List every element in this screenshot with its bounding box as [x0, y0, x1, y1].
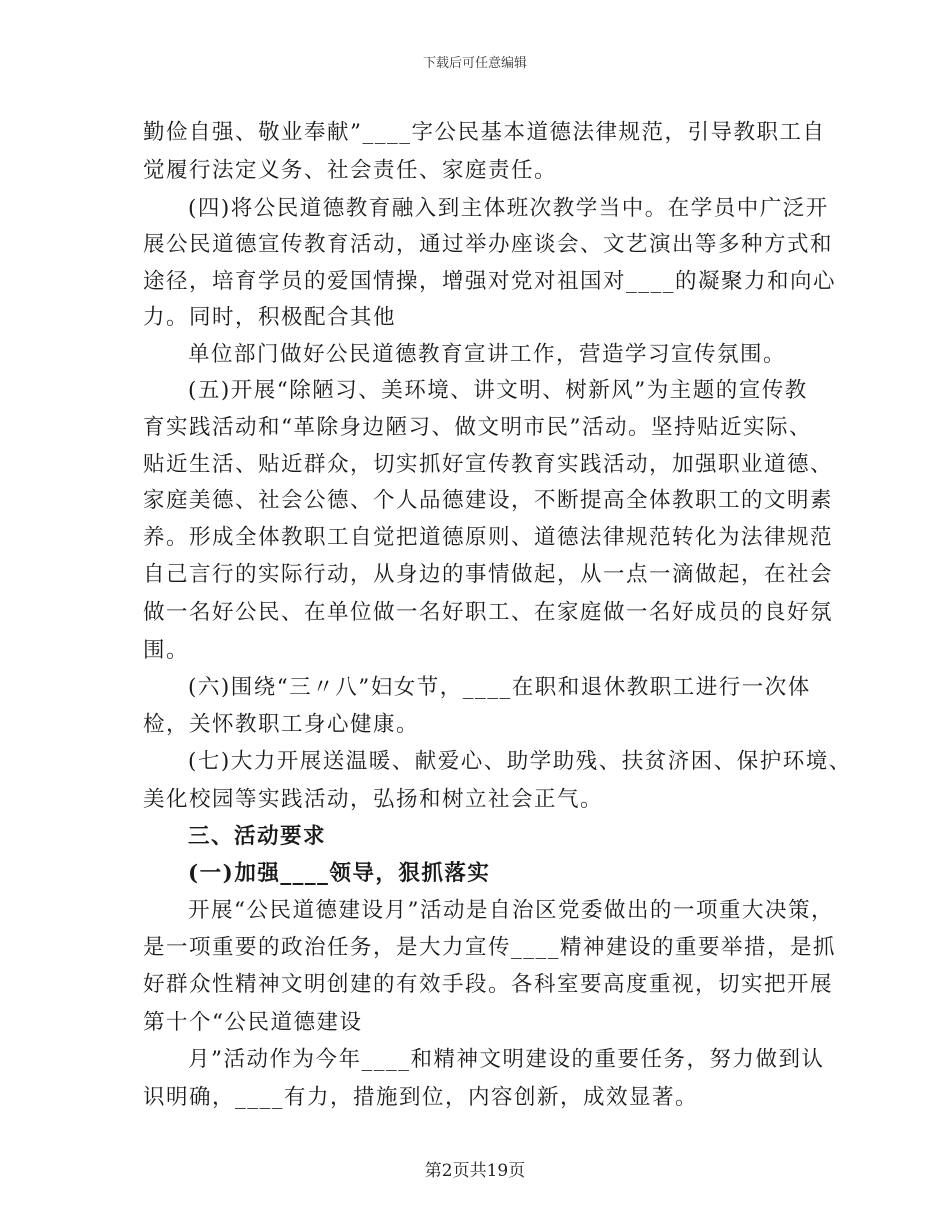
paragraph-line: 育实践活动和“革除身边陋习、做文明市民”活动。坚持贴近实际、 — [143, 415, 812, 440]
paragraph-line: 勤俭自强、敬业奉献”____字公民基本道德法律规范，引导教职工自 — [143, 120, 826, 145]
paragraph-line: 途径，培育学员的爱国情操，增强对党对祖国对____的凝聚力和向心 — [143, 269, 837, 294]
paragraph-line: 月”活动作为今年____和精神文明建设的重要任务，努力做到认 — [188, 1047, 825, 1072]
paragraph-line: 家庭美德、社会公德、个人品德建设，不断提高全体教职工的文明素 — [143, 488, 834, 513]
paragraph-line: 力。同时，积极配合其他 — [143, 305, 397, 330]
paragraph-line: 贴近生活、贴近群众，切实抓好宣传教育实践活动，加强职业道德、 — [143, 452, 834, 477]
subsection-heading: (一)加强____领导，狠抓落实 — [188, 861, 491, 886]
paragraph-line: (四)将公民道德教育融入到主体班次教学当中。在学员中广泛开 — [188, 196, 829, 221]
paragraph-line: 做一名好公民、在单位做一名好职工、在家庭做一名好成员的良好氛 — [143, 600, 834, 625]
paragraph-line: 养。形成全体教职工自觉把道德原则、道德法律规范转化为法律规范 — [143, 525, 834, 550]
paragraph-line: 开展“公民道德建设月”活动是自治区党委做出的一项重大决策， — [188, 898, 834, 923]
paragraph-line: 检，关怀教职工身心健康。 — [143, 712, 420, 737]
paragraph-line: 好群众性精神文明创建的有效手段。各科室要高度重视，切实把开展 — [143, 972, 834, 997]
page-footer: 第2页共19页 — [424, 1161, 526, 1181]
paragraph-line: 觉履行法定义务、社会责任、家庭责任。 — [143, 158, 558, 183]
page-header: 下载后可任意编辑 — [422, 56, 527, 71]
paragraph-line: 展公民道德宣传教育活动，通过举办座谈会、文艺演出等多种方式和 — [143, 232, 834, 257]
paragraph-line: 是一项重要的政治任务，是大力宣传____精神建设的重要举措，是抓 — [143, 935, 837, 960]
paragraph-line: 自己言行的实际行动，从身边的事情做起，从一点一滴做起，在社会 — [143, 562, 834, 587]
paragraph-line: 美化校园等实践活动，弘扬和树立社会正气。 — [143, 787, 604, 812]
paragraph-line: (六)围绕“三〃八”妇女节，____在职和退休教职工进行一次体 — [188, 675, 811, 700]
paragraph-line: (七)大力开展送温暖、献爱心、助学助残、扶贫济困、保护环境、 — [188, 749, 852, 774]
paragraph-line: 单位部门做好公民道德教育宣讲工作，营造学习宣传氛围。 — [188, 342, 787, 367]
paragraph-line: 识明确，____有力，措施到位，内容创新，成效显著。 — [143, 1085, 699, 1110]
paragraph-line: 第十个“公民道德建设 — [143, 1010, 363, 1035]
section-heading: 三、活动要求 — [188, 824, 327, 849]
paragraph-line: 围。 — [143, 638, 190, 663]
paragraph-line: (五)开展“除陋习、美环境、讲文明、树新风”为主题的宣传教 — [188, 378, 808, 403]
